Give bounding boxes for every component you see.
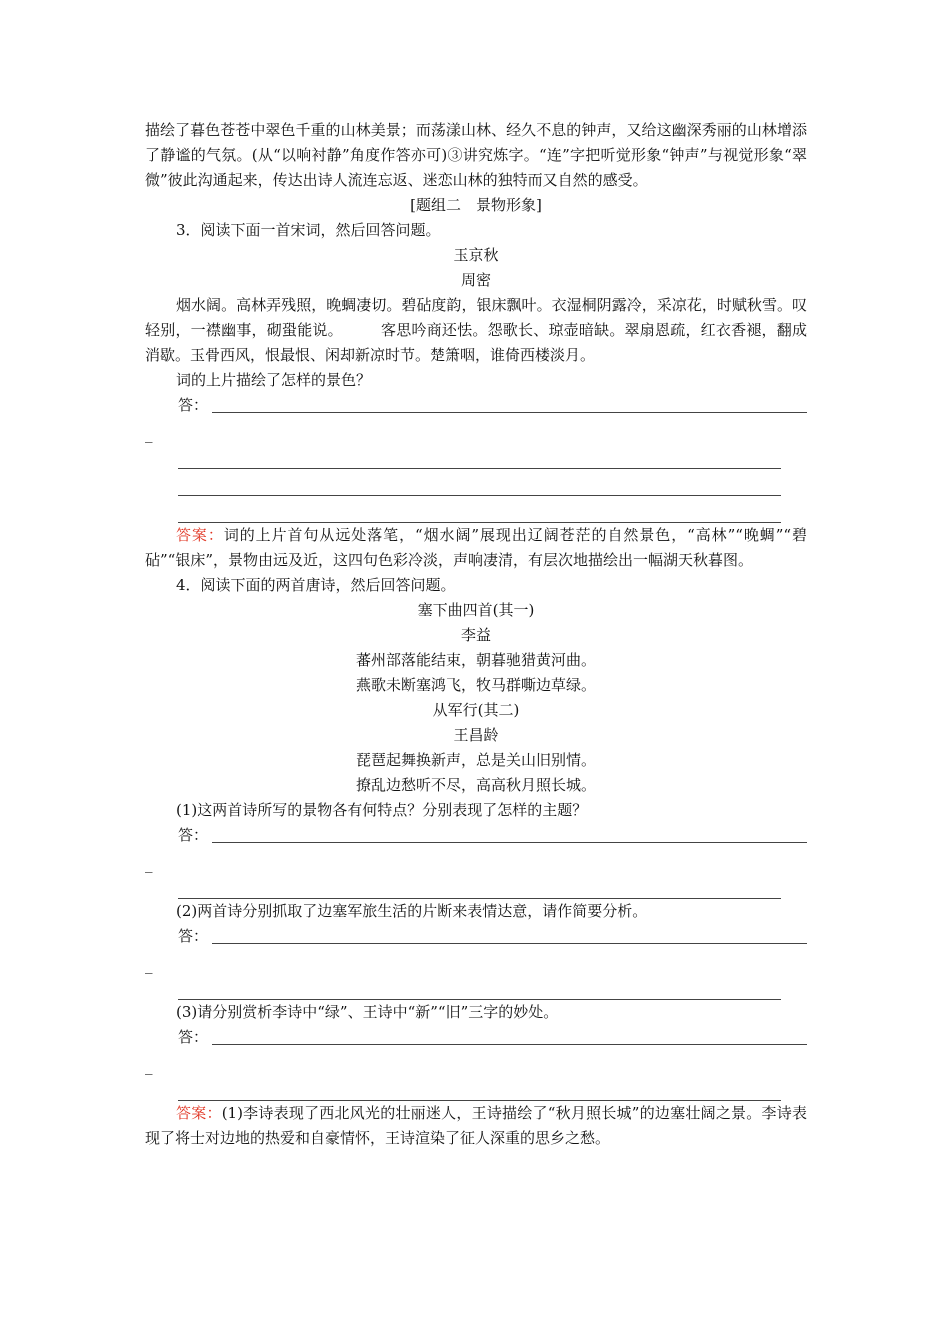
answer-prompt: 答：	[178, 826, 209, 844]
q3-stem: 3．阅读下面一首宋词，然后回答问题。	[176, 221, 441, 239]
q4-sub3-answer-field[interactable]	[178, 1025, 807, 1050]
q3-answer-field[interactable]	[178, 393, 807, 418]
answer-prompt: 答：	[178, 1028, 209, 1046]
q4-sub1: (1)这两首诗所写的景物各有何特点？分别表现了怎样的主题？	[176, 801, 588, 819]
q3-poem-author: 周密	[460, 271, 491, 289]
line-dash: _	[145, 425, 153, 443]
q4-sub2-answer-field[interactable]	[178, 924, 807, 949]
answer-line	[212, 827, 807, 843]
q3-answer-text: 词的上片首句从远处落笔，“烟水阔”展现出辽阔苍茫的自然景色，“高林”“晚蜩”“碧砧”“银床”，景物由远及近，这四句色彩冷淡，声响凄清，有层次地描绘出一幅湖天秋暮图。	[145, 526, 807, 569]
q3-poem-text: 烟水阔。高林弄残照，晚蜩凄切。碧砧度韵，银床飘叶。衣湿桐阴露冷，采凉花，时赋秋雪。叹轻别，一襟幽事，砌蛩能说。 客思吟商还怯。怨歌长、琼壶暗缺。翠扇恩疏，红衣香褪，翻成消歇。玉骨西风，恨最恨、闲却新凉时节。楚箫咽，谁倚西楼淡月。	[145, 296, 807, 364]
group-title: [题组二 景物形象]	[410, 196, 542, 214]
q4-stem: 4．阅读下面的两首唐诗，然后回答问题。	[176, 576, 456, 594]
answer-prompt: 答：	[178, 396, 209, 414]
line-dash: _	[145, 1057, 153, 1075]
answer-blank-line[interactable]	[178, 469, 781, 496]
answer-blank-line[interactable]	[178, 442, 781, 469]
q4-sub1-answer-field[interactable]	[178, 823, 807, 848]
answer-line	[212, 1029, 807, 1045]
q4-sub2: (2)两首诗分别抓取了边塞军旅生活的片断来表情达意，请作简要分析。	[176, 902, 648, 920]
q4-answer	[145, 1101, 807, 1151]
q4-sub3: (3)请分别赏析李诗中“绿”、王诗中“新”“旧”三字的妙处。	[176, 1003, 559, 1021]
q4-poem2-line: 琵琶起舞换新声，总是关山旧别情。	[355, 751, 596, 769]
q3-question: 词的上片描绘了怎样的景色？	[176, 371, 372, 389]
answer-label: 答案：	[176, 1104, 222, 1122]
q4-poem1-title: 塞下曲四首(其一)	[417, 601, 535, 619]
q4-poem2-author: 王昌龄	[453, 726, 499, 744]
answer-blank-line[interactable]	[178, 496, 781, 523]
answer-prompt: 答：	[178, 927, 209, 945]
answer-blank-line[interactable]	[178, 973, 781, 1000]
q3-answer	[145, 523, 807, 573]
q4-poem1-line: 燕歌未断塞鸿飞，牧马群嘶边草绿。	[355, 676, 596, 694]
q4-poem1-line: 蕃州部落能结束，朝暮驰猎黄河曲。	[355, 651, 596, 669]
q4-answer-text: (1)李诗表现了西北风光的壮丽迷人，王诗描绘了“秋月照长城”的边塞壮阔之景。李诗表现了将士对边地的热爱和自豪情怀，王诗渲染了征人深重的思乡之愁。	[145, 1104, 807, 1147]
answer-line	[212, 928, 807, 944]
answer-blank-line[interactable]	[178, 1074, 781, 1101]
q4-poem2-line: 撩乱边愁听不尽，高高秋月照长城。	[355, 776, 596, 794]
intro-paragraph: 描绘了暮色苍苍中翠色千重的山林美景；而荡漾山林、经久不息的钟声，又给这幽深秀丽的山林增添了静谧的气氛。(从“以响衬静”角度作答亦可)③讲究炼字。“连”字把听觉形象“钟声”与视觉形象“翠微”彼此沟通起来，传达出诗人流连忘返、迷恋山林的独特而又自然的感受。	[145, 121, 807, 189]
answer-line	[212, 397, 807, 413]
document-page	[145, 118, 807, 1151]
line-dash: _	[145, 855, 153, 873]
q4-poem1-author: 李益	[460, 626, 491, 644]
q4-poem2-title: 从军行(其二)	[432, 701, 520, 719]
q3-poem-title: 玉京秋	[453, 246, 499, 264]
answer-blank-line[interactable]	[178, 872, 781, 899]
line-dash: _	[145, 956, 153, 974]
answer-label: 答案：	[176, 526, 224, 544]
